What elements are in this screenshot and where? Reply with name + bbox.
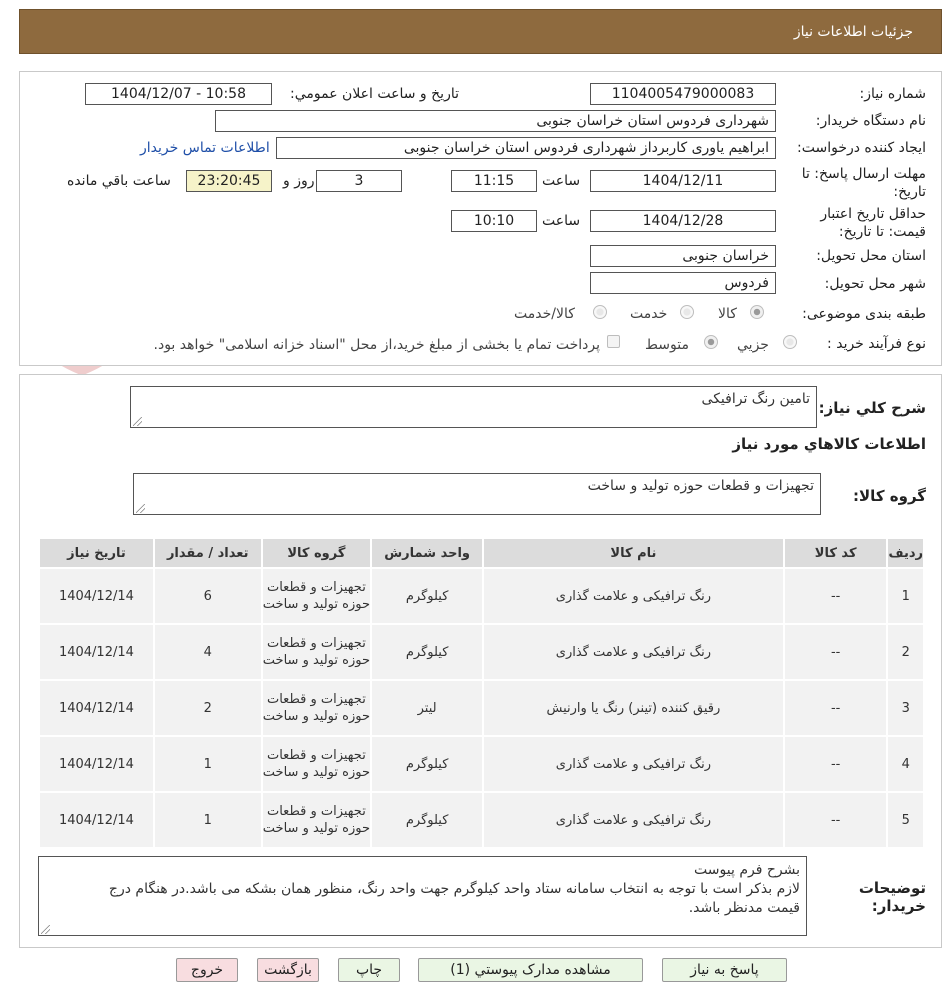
category-goods-radio[interactable] (750, 305, 764, 319)
cell-group: تجهیزات و قطعات حوزه تولید و ساخت (263, 569, 371, 623)
announce-date-label: تاریخ و ساعت اعلان عمومي: (290, 86, 459, 102)
requester-label: ايجاد کننده درخواست: (797, 140, 926, 156)
reply-to-need-button[interactable]: پاسخ به نياز (662, 958, 787, 982)
cell-row-number: 5 (888, 793, 923, 847)
need-number-label: شماره نیاز: (859, 86, 926, 102)
cell-group: تجهیزات و قطعات حوزه تولید و ساخت (263, 625, 371, 679)
col-header-row-number: رديف (888, 539, 923, 567)
cell-item-name: رنگ ترافیکی و علامت گذاری (484, 737, 783, 791)
page-title-bar (19, 9, 942, 54)
cell-quantity: 6 (155, 569, 261, 623)
cell-row-number: 2 (888, 625, 923, 679)
reply-date-field: 1404/12/11 (590, 170, 776, 192)
reply-time-field: 11:15 (451, 170, 537, 192)
cell-need-date: 1404/12/14 (40, 625, 153, 679)
cell-item-code: -- (785, 569, 887, 623)
col-header-quantity: تعداد / مقدار (155, 539, 261, 567)
buyer-notes-label: توضيحات (858, 879, 926, 897)
cell-item-name: رنگ ترافیکی و علامت گذاری (484, 625, 783, 679)
cell-row-number: 3 (888, 681, 923, 735)
cell-item-name: رقیق کننده (تینر) رنگ یا وارنیش (484, 681, 783, 735)
print-button[interactable]: چاپ (338, 958, 400, 982)
days-label: روز و (283, 173, 315, 189)
cell-unit: کیلوگرم (372, 793, 482, 847)
city-label: شهر محل تحويل: (824, 276, 926, 292)
general-description-text: تامین رنگ ترافیکی (701, 391, 810, 407)
goods-info-heading: اطلاعات کالاهاي مورد نياز (732, 435, 926, 453)
reply-time-label: ساعت (542, 173, 581, 189)
table-row (40, 681, 923, 735)
cell-need-date: 1404/12/14 (40, 793, 153, 847)
days-remaining-field: 3 (316, 170, 402, 192)
category-both-radio[interactable] (593, 305, 607, 319)
page-title: جزئیات اطلاعات نیاز (793, 23, 913, 40)
goods-group-field[interactable] (133, 473, 821, 515)
buyer-notes-line: بشرح فرم پیوست (694, 862, 800, 878)
cell-quantity: 2 (155, 681, 261, 735)
buyer-notes-label-2: خريدار: (871, 897, 926, 915)
process-minor-label: جزیي (737, 337, 769, 353)
general-description-field[interactable] (130, 386, 817, 428)
treasury-payment-note: پرداخت تمام یا بخشی از مبلغ خرید،از محل "اسناد خزانه اسلامی" خواهد بود. (153, 337, 600, 353)
cell-unit: کیلوگرم (372, 737, 482, 791)
buyer-org-field: شهرداری فردوس استان خراسان جنوبی (215, 110, 776, 132)
cell-need-date: 1404/12/14 (40, 569, 153, 623)
back-button[interactable]: بازگشت (257, 958, 319, 982)
cell-unit: لیتر (372, 681, 482, 735)
cell-item-name: رنگ ترافیکی و علامت گذاری (484, 569, 783, 623)
resize-handle-icon[interactable] (41, 925, 50, 934)
goods-group-label: گروه کالا: (853, 487, 926, 505)
cell-group: تجهیزات و قطعات حوزه تولید و ساخت (263, 681, 371, 735)
buyer-notes-line: قیمت مدنظر باشد. (688, 900, 800, 916)
province-field: خراسان جنوبی (590, 245, 776, 267)
announce-date-field: 1404/12/07 - 10:58 (85, 83, 272, 105)
table-header-row (40, 539, 923, 567)
category-service-radio[interactable] (680, 305, 694, 319)
cell-quantity: 1 (155, 737, 261, 791)
col-header-item-name: نام کالا (484, 539, 783, 567)
validity-time-field: 10:10 (451, 210, 537, 232)
resize-handle-icon[interactable] (136, 504, 145, 513)
buyer-notes-line: لازم بذکر است با توجه به انتخاب سامانه ستاد واحد کیلوگرم جهت واحد رنگ، منظور همان بشکه می باشد.در هنگام درج (108, 881, 800, 897)
table-row (40, 793, 923, 847)
goods-group-text: تجهیزات و قطعات حوزه تولید و ساخت (587, 478, 814, 494)
buyer-notes-field[interactable] (38, 856, 807, 936)
process-medium-radio[interactable] (704, 335, 718, 349)
category-label: طبقه بندی موضوعی: (802, 306, 926, 322)
category-goods-label: کالا (718, 306, 737, 322)
cell-item-name: رنگ ترافیکی و علامت گذاری (484, 793, 783, 847)
category-service-label: خدمت (630, 306, 668, 322)
general-description-label: شرح کلي نياز: (818, 399, 926, 417)
goods-table-wrapper (38, 537, 925, 849)
reply-deadline-label-2: تاریخ: (893, 184, 926, 200)
cell-need-date: 1404/12/14 (40, 737, 153, 791)
time-remaining-label: ساعت باقي مانده (67, 173, 171, 189)
col-header-item-code: کد کالا (785, 539, 887, 567)
cell-need-date: 1404/12/14 (40, 681, 153, 735)
cell-unit: کیلوگرم (372, 625, 482, 679)
table-row (40, 625, 923, 679)
cell-quantity: 1 (155, 793, 261, 847)
cell-item-code: -- (785, 737, 887, 791)
table-row (40, 737, 923, 791)
cell-row-number: 1 (888, 569, 923, 623)
col-header-unit: واحد شمارش (372, 539, 482, 567)
cell-group: تجهیزات و قطعات حوزه تولید و ساخت (263, 793, 371, 847)
reply-deadline-label: مهلت ارسال پاسخ: تا (801, 166, 926, 182)
price-validity-label: حداقل تاريخ اعتبار (820, 206, 926, 222)
buyer-org-label: نام دستگاه خريدار: (815, 113, 926, 129)
treasury-payment-checkbox[interactable] (607, 335, 620, 348)
cell-group: تجهیزات و قطعات حوزه تولید و ساخت (263, 737, 371, 791)
city-field: فردوس (590, 272, 776, 294)
goods-table (38, 537, 925, 849)
cell-row-number: 4 (888, 737, 923, 791)
cell-item-code: -- (785, 793, 887, 847)
price-validity-label-2: قيمت: تا تاريخ: (838, 224, 926, 240)
process-type-label: نوع فرآیند خرید : (827, 336, 926, 352)
table-row (40, 569, 923, 623)
col-header-group: گروه کالا (263, 539, 371, 567)
validity-date-field: 1404/12/28 (590, 210, 776, 232)
resize-handle-icon[interactable] (133, 417, 142, 426)
cell-quantity: 4 (155, 625, 261, 679)
time-remaining-field: 23:20:45 (186, 170, 272, 192)
need-number-field: 1104005479000083 (590, 83, 776, 105)
validity-time-label: ساعت (542, 213, 581, 229)
cell-unit: کیلوگرم (372, 569, 482, 623)
view-attachments-button[interactable]: مشاهده مدارک پيوستي (1) (418, 958, 643, 982)
requester-field: ابراهیم یاوری کاربرداز شهرداری فردوس استان خراسان جنوبی (276, 137, 776, 159)
process-medium-label: متوسط (645, 337, 689, 353)
cell-item-code: -- (785, 625, 887, 679)
exit-button[interactable]: خروج (176, 958, 238, 982)
cell-item-code: -- (785, 681, 887, 735)
col-header-need-date: تاريخ نياز (40, 539, 153, 567)
category-both-label: کالا/خدمت (514, 306, 575, 322)
buyer-contact-link[interactable]: اطلاعات تماس خريدار (140, 140, 270, 156)
province-label: استان محل تحويل: (816, 248, 926, 264)
process-minor-radio[interactable] (783, 335, 797, 349)
